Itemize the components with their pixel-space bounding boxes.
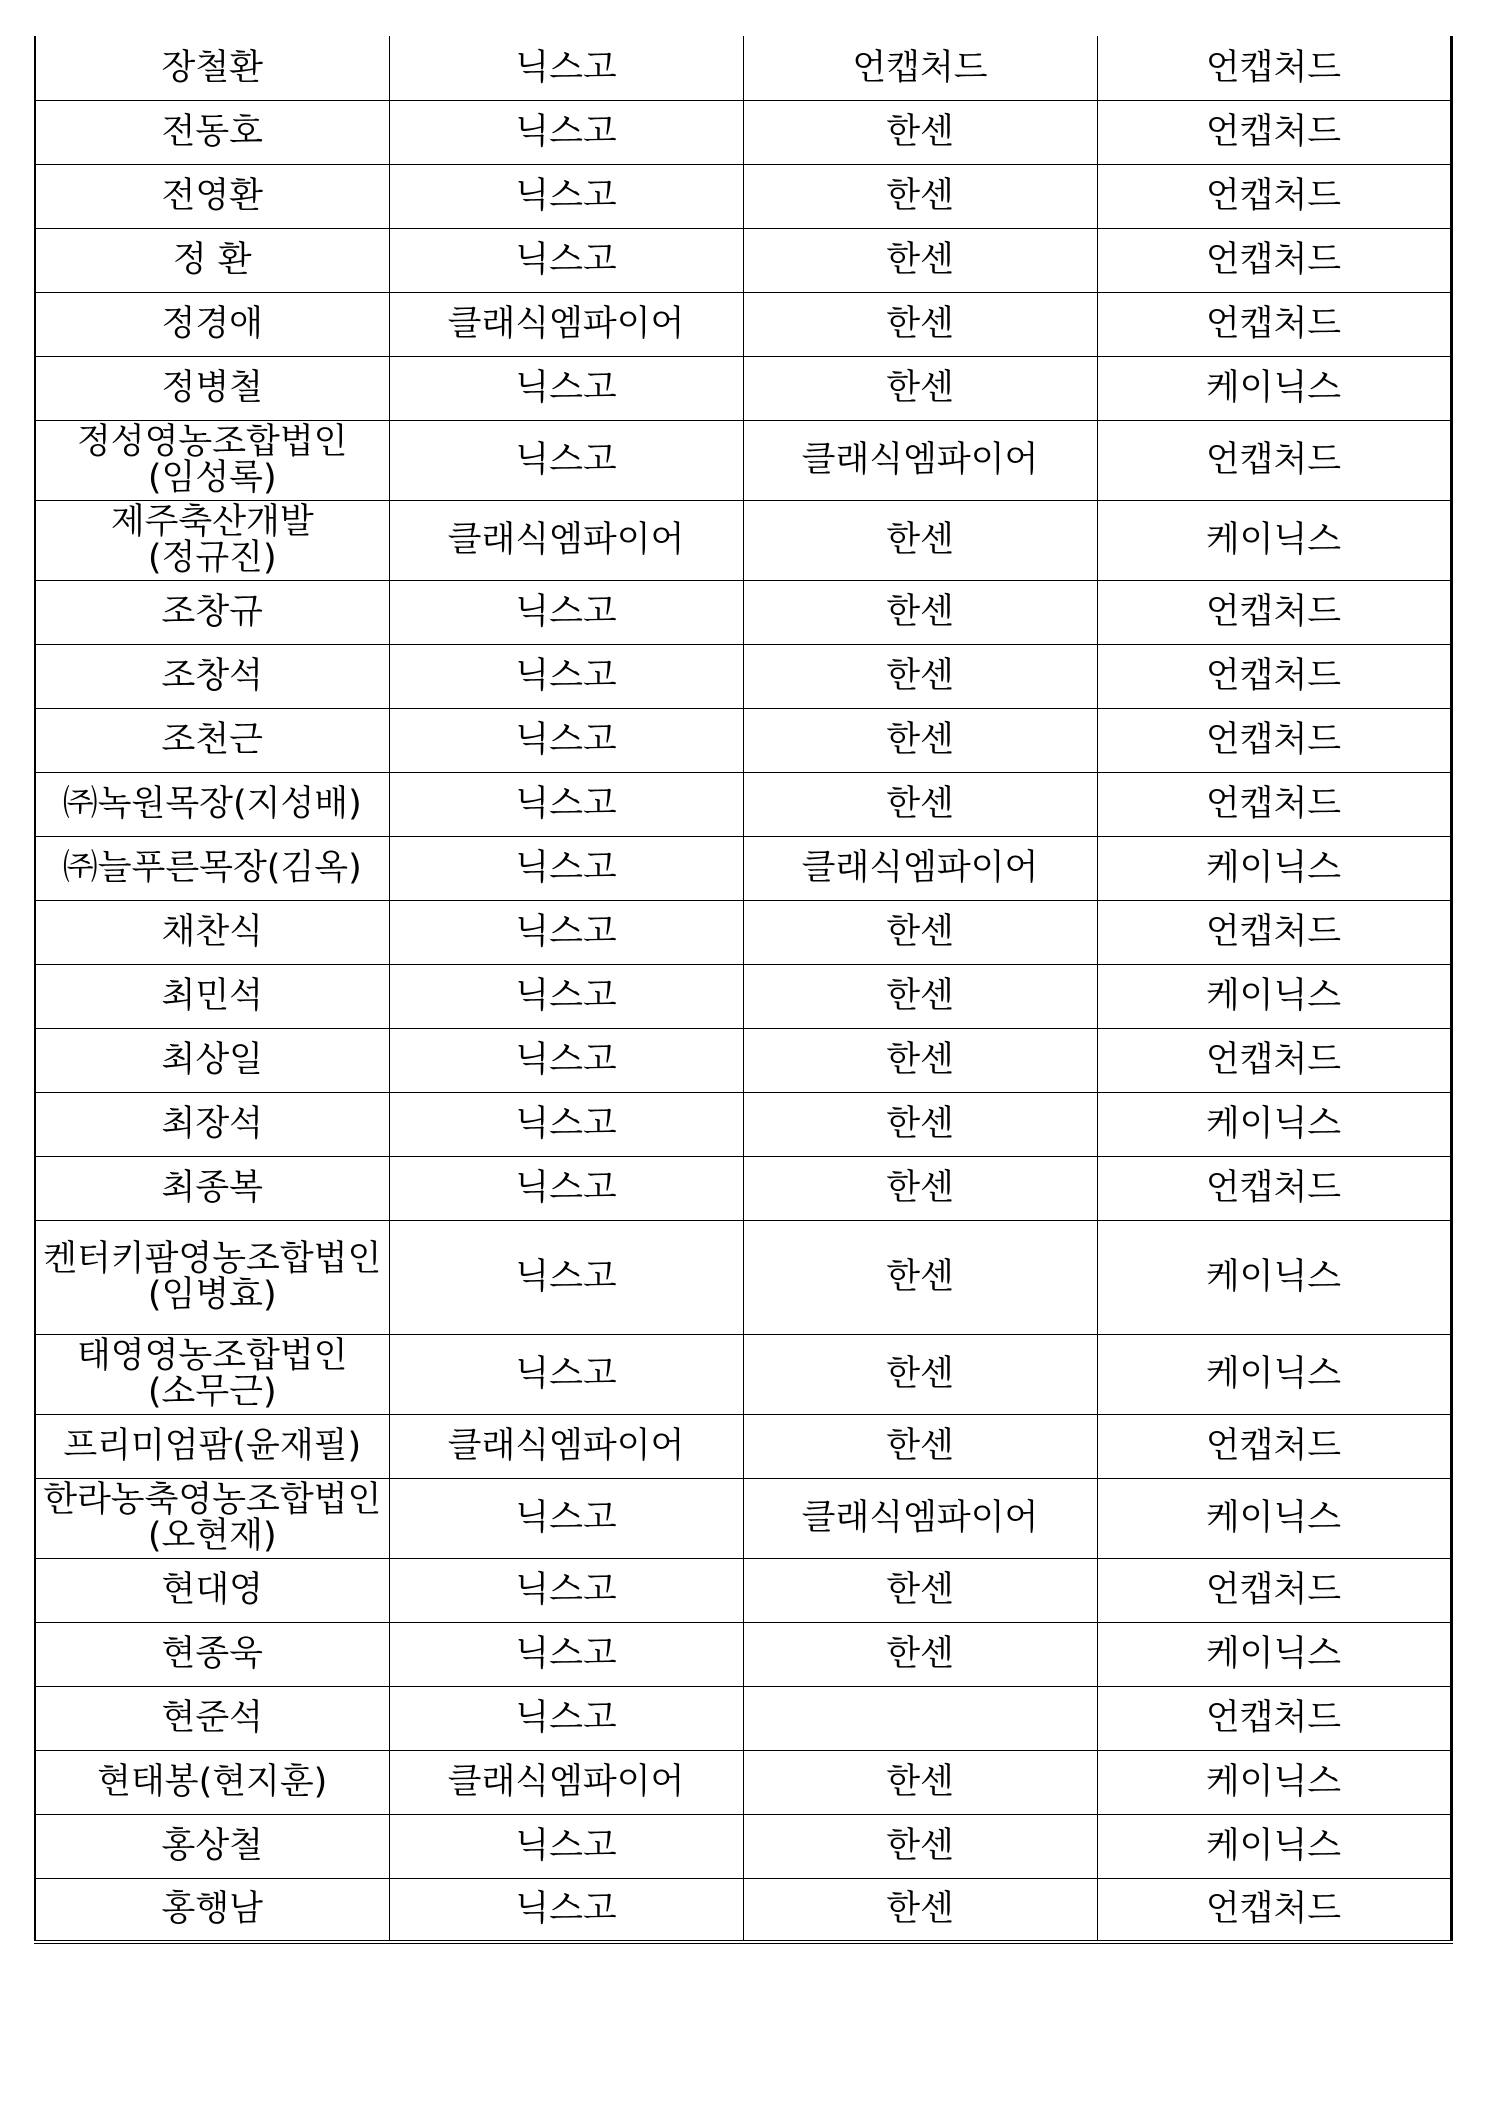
col3-cell: 케이닉스 (1097, 964, 1451, 1028)
name-line-2: (오현재) (147, 1516, 277, 1556)
name-line-2: (정규진) (147, 538, 277, 578)
name-cell: ㈜녹원목장(지성배) (35, 772, 389, 836)
col3-cell: 언캡처드 (1097, 900, 1451, 964)
table-row (35, 100, 1451, 164)
col2-cell: 한센 (743, 1414, 1097, 1478)
col2-cell: 한센 (743, 644, 1097, 708)
table-row (35, 1750, 1451, 1814)
col3-cell: 케이닉스 (1097, 1622, 1451, 1686)
name-cell: 현준석 (35, 1686, 389, 1750)
table-row (35, 1334, 1451, 1414)
col2-cell: 한센 (743, 900, 1097, 964)
col3-cell: 케이닉스 (1097, 1334, 1451, 1414)
name-cell (35, 420, 389, 500)
name-cell (35, 1220, 389, 1334)
col1-cell: 닉스고 (389, 36, 743, 100)
col1-cell: 닉스고 (389, 580, 743, 644)
table-row (35, 1878, 1451, 1942)
col2-cell: 한센 (743, 1750, 1097, 1814)
col2-cell: 한센 (743, 1334, 1097, 1414)
col2-cell: 한센 (743, 964, 1097, 1028)
col1-cell: 닉스고 (389, 772, 743, 836)
col1-cell: 클래식엠파이어 (389, 1750, 743, 1814)
col3-cell: 언캡처드 (1097, 1686, 1451, 1750)
col3-cell: 언캡처드 (1097, 1558, 1451, 1622)
col2-cell: 한센 (743, 356, 1097, 420)
name-cell: 정경애 (35, 292, 389, 356)
name-cell: 정병철 (35, 356, 389, 420)
name-line-1: 태영영농조합법인 (77, 1336, 348, 1376)
col1-cell: 닉스고 (389, 1334, 743, 1414)
col3-cell: 케이닉스 (1097, 836, 1451, 900)
name-cell: 현대영 (35, 1558, 389, 1622)
col2-cell: 한센 (743, 100, 1097, 164)
table-row (35, 836, 1451, 900)
table-row (35, 708, 1451, 772)
name-line-1: 켄터키팜영농조합법인 (43, 1239, 382, 1279)
table-row (35, 1220, 1451, 1334)
col2-cell: 한센 (743, 1558, 1097, 1622)
name-line-2: (임성록) (147, 458, 277, 498)
col2-cell: 한센 (743, 500, 1097, 580)
col3-cell: 언캡처드 (1097, 36, 1451, 100)
table-row (35, 1622, 1451, 1686)
table-row (35, 228, 1451, 292)
col1-cell: 닉스고 (389, 1478, 743, 1558)
col1-cell: 닉스고 (389, 164, 743, 228)
col1-cell: 닉스고 (389, 1686, 743, 1750)
col3-cell: 케이닉스 (1097, 1814, 1451, 1878)
col3-cell: 언캡처드 (1097, 1414, 1451, 1478)
name-line-1: 제주축산개발 (110, 502, 314, 542)
name-cell: 홍행남 (35, 1878, 389, 1942)
col2-cell: 한센 (743, 228, 1097, 292)
col1-cell: 닉스고 (389, 1814, 743, 1878)
col3-cell: 케이닉스 (1097, 356, 1451, 420)
name-line-1: 정성영농조합법인 (77, 422, 348, 462)
col1-cell: 닉스고 (389, 708, 743, 772)
col2-cell: 한센 (743, 164, 1097, 228)
col2-cell: 클래식엠파이어 (743, 836, 1097, 900)
col2-cell: 언캡처드 (743, 36, 1097, 100)
col3-cell: 언캡처드 (1097, 1878, 1451, 1942)
col2-cell: 한센 (743, 1092, 1097, 1156)
col2-cell: 한센 (743, 1028, 1097, 1092)
name-line-2: (소무근) (147, 1372, 277, 1412)
col2-cell: 한센 (743, 708, 1097, 772)
col3-cell: 케이닉스 (1097, 1478, 1451, 1558)
name-cell: 최종복 (35, 1156, 389, 1220)
col1-cell: 닉스고 (389, 228, 743, 292)
name-cell: 최장석 (35, 1092, 389, 1156)
col2-cell: 한센 (743, 1622, 1097, 1686)
name-cell: 조창석 (35, 644, 389, 708)
col1-cell: 닉스고 (389, 420, 743, 500)
col1-cell: 닉스고 (389, 1622, 743, 1686)
col1-cell: 닉스고 (389, 964, 743, 1028)
table-row (35, 1686, 1451, 1750)
col3-cell: 케이닉스 (1097, 1750, 1451, 1814)
name-cell: 채찬식 (35, 900, 389, 964)
col3-cell: 언캡처드 (1097, 1028, 1451, 1092)
table-row (35, 420, 1451, 500)
col1-cell: 닉스고 (389, 836, 743, 900)
col1-cell: 클래식엠파이어 (389, 1414, 743, 1478)
table-row (35, 1558, 1451, 1622)
table-row (35, 1092, 1451, 1156)
table-row (35, 644, 1451, 708)
col2-cell: 한센 (743, 1814, 1097, 1878)
col3-cell: 언캡처드 (1097, 228, 1451, 292)
col3-cell: 케이닉스 (1097, 1220, 1451, 1334)
table-row (35, 772, 1451, 836)
col3-cell: 언캡처드 (1097, 644, 1451, 708)
table-row (35, 1028, 1451, 1092)
data-table-container (34, 36, 1450, 1944)
col1-cell: 닉스고 (389, 1092, 743, 1156)
name-cell: 프리미엄팜(윤재필) (35, 1414, 389, 1478)
col2-cell: 한센 (743, 580, 1097, 644)
name-cell: 조천근 (35, 708, 389, 772)
name-cell: 홍상철 (35, 1814, 389, 1878)
col1-cell: 닉스고 (389, 644, 743, 708)
table-row (35, 164, 1451, 228)
col2-cell: 한센 (743, 1878, 1097, 1942)
table-row (35, 900, 1451, 964)
col1-cell: 닉스고 (389, 1028, 743, 1092)
col1-cell: 닉스고 (389, 1220, 743, 1334)
table-row (35, 1156, 1451, 1220)
data-table (34, 36, 1453, 1944)
col3-cell: 케이닉스 (1097, 1092, 1451, 1156)
col1-cell: 클래식엠파이어 (389, 292, 743, 356)
name-line-1: 한라농축영농조합법인 (43, 1480, 382, 1520)
col3-cell: 언캡처드 (1097, 708, 1451, 772)
table-row (35, 580, 1451, 644)
col2-cell (743, 1686, 1097, 1750)
col2-cell: 클래식엠파이어 (743, 420, 1097, 500)
table-row (35, 500, 1451, 580)
col2-cell: 한센 (743, 1220, 1097, 1334)
col3-cell: 언캡처드 (1097, 164, 1451, 228)
col1-cell: 클래식엠파이어 (389, 500, 743, 580)
name-cell: 전동호 (35, 100, 389, 164)
name-cell: 현종욱 (35, 1622, 389, 1686)
table-row (35, 1478, 1451, 1558)
name-line-2: (임병효) (147, 1275, 277, 1315)
col1-cell: 닉스고 (389, 100, 743, 164)
col1-cell: 닉스고 (389, 1156, 743, 1220)
name-cell: 조창규 (35, 580, 389, 644)
name-cell (35, 500, 389, 580)
col2-cell: 클래식엠파이어 (743, 1478, 1097, 1558)
name-cell: 최상일 (35, 1028, 389, 1092)
name-cell: 현태봉(현지훈) (35, 1750, 389, 1814)
name-cell: ㈜늘푸른목장(김옥) (35, 836, 389, 900)
name-cell: 전영환 (35, 164, 389, 228)
table-row (35, 36, 1451, 100)
table-row (35, 356, 1451, 420)
col3-cell: 언캡처드 (1097, 420, 1451, 500)
name-cell: 장철환 (35, 36, 389, 100)
col2-cell: 한센 (743, 292, 1097, 356)
col1-cell: 닉스고 (389, 1558, 743, 1622)
col3-cell: 언캡처드 (1097, 100, 1451, 164)
table-row (35, 292, 1451, 356)
col3-cell: 언캡처드 (1097, 772, 1451, 836)
name-cell (35, 1478, 389, 1558)
table-row (35, 964, 1451, 1028)
name-cell: 최민석 (35, 964, 389, 1028)
col1-cell: 닉스고 (389, 900, 743, 964)
col3-cell: 언캡처드 (1097, 580, 1451, 644)
col2-cell: 한센 (743, 1156, 1097, 1220)
col3-cell: 케이닉스 (1097, 500, 1451, 580)
col3-cell: 언캡처드 (1097, 1156, 1451, 1220)
col2-cell: 한센 (743, 772, 1097, 836)
name-cell (35, 1334, 389, 1414)
col3-cell: 언캡처드 (1097, 292, 1451, 356)
col1-cell: 닉스고 (389, 356, 743, 420)
name-cell: 정 환 (35, 228, 389, 292)
col1-cell: 닉스고 (389, 1878, 743, 1942)
table-row (35, 1814, 1451, 1878)
table-row (35, 1414, 1451, 1478)
